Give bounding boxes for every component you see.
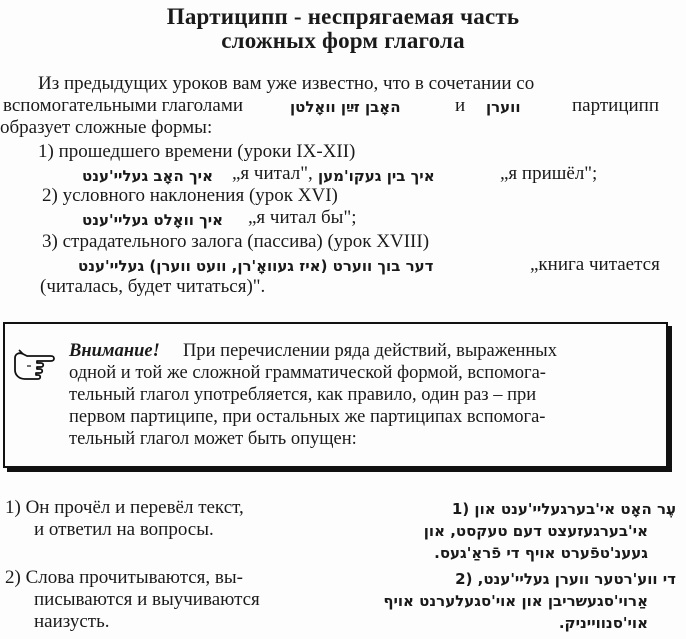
note-line-2: одной и той же сложной грамматической формой, вспомога- — [69, 363, 546, 383]
item-2-hebrew: איך וואָלט געליי'ענט — [82, 211, 224, 229]
intro-line-3: образует сложные формы: — [0, 117, 213, 138]
item-1-hebrew-2: איך בין געקו'מען — [318, 167, 435, 185]
item-2-russian: „я читал бы"; — [248, 207, 357, 228]
example-2-russian-line-1: 2) Слова прочитываются, вы- — [5, 567, 243, 588]
example-2-russian-line-2: писываются и выучиваются — [34, 589, 260, 610]
item-3-label: 3) страдательного залога (пассива) (урок XVIII) — [42, 231, 430, 252]
item-2-label: 2) условного наклонения (урок XVI) — [42, 185, 338, 206]
note-line-3: тельный глагол употребляется, как правило, один раз – при — [69, 385, 537, 405]
example-2-hebrew-line-3: אוי'סנווייניק. — [558, 614, 648, 632]
page-title-line-2: сложных форм глагола — [221, 28, 465, 53]
intro-line-1: Из предыдущих уроков вам уже известно, что в сочетании со — [38, 73, 535, 94]
intro-hebrew-aux-verbs: האָבן זײַן וואָלטן — [290, 98, 401, 116]
example-1-hebrew-line-2: אי'בערגעזעצט דעם טעקסט, און — [423, 522, 648, 540]
attention-label: Внимание! — [69, 341, 160, 361]
item-1-label: 1) прошедшего времени (уроки IX-XII) — [38, 141, 356, 162]
item-3-hebrew: דער בוך ווערט (איז געוואָ'רן, וועט ווערן) געליי'ענט — [78, 257, 434, 275]
attention-note-box — [3, 322, 668, 468]
example-1-hebrew-line-3: געענ'טפֿערט אויף די פֿראַ'געס. — [434, 544, 648, 562]
example-1-russian-line-1: 1) Он прочёл и перевёл текст, — [5, 497, 244, 518]
item-1-russian-1: „я читал", — [232, 163, 313, 184]
intro-conjunction: и — [455, 95, 466, 116]
example-2-hebrew-line-1: די ווע'רטער ווערן געליי'ענט, (2 — [455, 570, 676, 588]
intro-hebrew-vern: ווערן — [486, 98, 521, 116]
pointing-hand-icon — [11, 346, 57, 382]
intro-line-2-start: вспомогательными глаголами — [3, 95, 244, 116]
note-line-4: первом партиципе, при остальных же партиципах вспомога- — [69, 407, 546, 427]
intro-participle: партиципп — [572, 95, 659, 116]
item-3-russian-2: (читалась, будет читаться)". — [40, 276, 266, 297]
example-2-hebrew-line-2: אַרוי'סגעשריבן און אוי'סגעלערנט אויף — [383, 592, 648, 610]
note-line-5: тельный глагол может быть опущен: — [69, 429, 357, 449]
example-1-russian-line-2: и ответил на вопросы. — [34, 519, 214, 540]
page-title-line-1: Партиципп - неспрягаемая часть — [166, 4, 520, 29]
example-1-hebrew-line-1: עֶר האָט אי'בערגעליי'ענט און (1 — [451, 500, 676, 518]
item-3-russian-1: „книга читается — [530, 254, 660, 275]
item-1-hebrew-1: איך האָב געליי'ענט — [82, 167, 213, 185]
example-2-russian-line-3: наизусть. — [34, 611, 110, 632]
item-1-russian-2: „я пришёл"; — [500, 163, 598, 184]
note-line-1: При перечислении ряда действий, выраженных — [183, 341, 557, 361]
